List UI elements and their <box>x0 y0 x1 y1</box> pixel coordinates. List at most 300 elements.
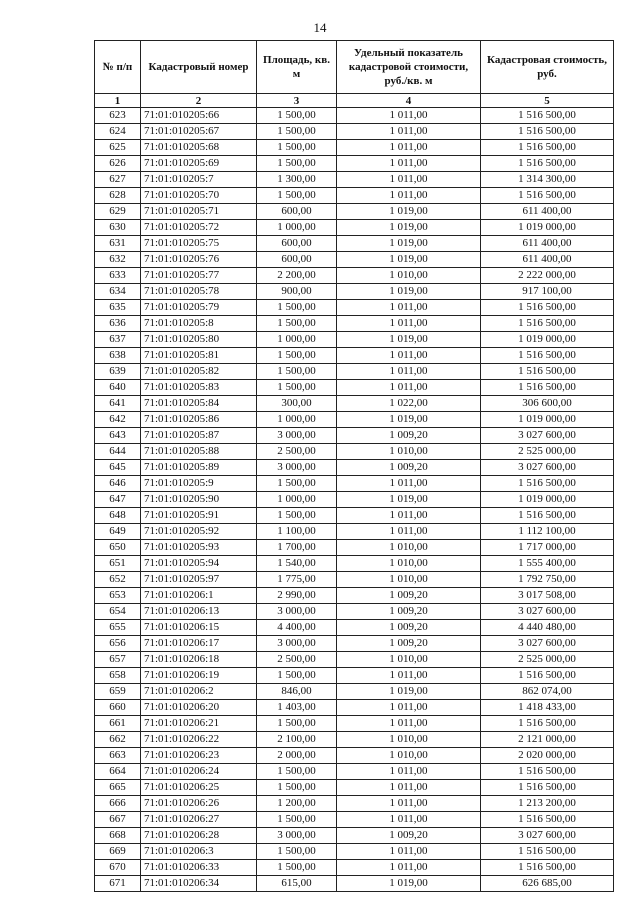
cadastral-number-cell: 71:01:010205:8 <box>141 316 257 332</box>
cadastral-number-cell: 71:01:010205:79 <box>141 300 257 316</box>
header-cadastral-number: Кадастровый номер <box>141 41 257 94</box>
specific-value-cell: 1 011,00 <box>337 316 481 332</box>
cadastral-value-cell: 306 600,00 <box>481 396 614 412</box>
area-cell: 1 500,00 <box>257 140 337 156</box>
specific-value-cell: 1 011,00 <box>337 476 481 492</box>
area-cell: 1 500,00 <box>257 764 337 780</box>
row-number-cell: 664 <box>95 764 141 780</box>
cadastral-number-cell: 71:01:010205:89 <box>141 460 257 476</box>
table-row <box>95 780 614 796</box>
specific-value-cell: 1 010,00 <box>337 732 481 748</box>
table-row <box>95 316 614 332</box>
area-cell: 1 540,00 <box>257 556 337 572</box>
specific-value-cell: 1 009,20 <box>337 428 481 444</box>
cadastral-number-cell: 71:01:010206:27 <box>141 812 257 828</box>
cadastral-value-cell: 1 314 300,00 <box>481 172 614 188</box>
cadastral-number-cell: 71:01:010206:34 <box>141 876 257 892</box>
row-number-cell: 642 <box>95 412 141 428</box>
row-number-cell: 658 <box>95 668 141 684</box>
cadastral-value-cell: 2 525 000,00 <box>481 444 614 460</box>
cadastral-value-cell: 1 516 500,00 <box>481 108 614 124</box>
area-cell: 3 000,00 <box>257 636 337 652</box>
specific-value-cell: 1 019,00 <box>337 284 481 300</box>
row-number-cell: 659 <box>95 684 141 700</box>
cadastral-number-cell: 71:01:010206:33 <box>141 860 257 876</box>
cadastral-value-cell: 1 555 400,00 <box>481 556 614 572</box>
area-cell: 1 500,00 <box>257 188 337 204</box>
table-row <box>95 300 614 316</box>
table-row <box>95 492 614 508</box>
area-cell: 1 500,00 <box>257 780 337 796</box>
area-cell: 900,00 <box>257 284 337 300</box>
area-cell: 1 500,00 <box>257 316 337 332</box>
row-number-cell: 645 <box>95 460 141 476</box>
table-row <box>95 588 614 604</box>
table-row <box>95 124 614 140</box>
specific-value-cell: 1 011,00 <box>337 172 481 188</box>
area-cell: 2 000,00 <box>257 748 337 764</box>
row-number-cell: 650 <box>95 540 141 556</box>
table-row <box>95 428 614 444</box>
header-row <box>95 41 614 94</box>
cadastral-value-cell: 1 019 000,00 <box>481 412 614 428</box>
table-body <box>95 108 614 892</box>
specific-value-cell: 1 011,00 <box>337 796 481 812</box>
table-row <box>95 636 614 652</box>
cadastral-value-cell: 1 112 100,00 <box>481 524 614 540</box>
cadastral-value-cell: 917 100,00 <box>481 284 614 300</box>
cadastral-value-cell: 1 516 500,00 <box>481 764 614 780</box>
row-number-cell: 640 <box>95 380 141 396</box>
row-number-cell: 641 <box>95 396 141 412</box>
specific-value-cell: 1 010,00 <box>337 748 481 764</box>
row-number-cell: 636 <box>95 316 141 332</box>
cadastral-value-cell: 1 516 500,00 <box>481 316 614 332</box>
table-row <box>95 460 614 476</box>
specific-value-cell: 1 010,00 <box>337 540 481 556</box>
area-cell: 600,00 <box>257 236 337 252</box>
area-cell: 1 500,00 <box>257 156 337 172</box>
cadastral-value-cell: 2 121 000,00 <box>481 732 614 748</box>
row-number-cell: 638 <box>95 348 141 364</box>
row-number-cell: 670 <box>95 860 141 876</box>
area-cell: 1 500,00 <box>257 716 337 732</box>
table-row <box>95 396 614 412</box>
specific-value-cell: 1 011,00 <box>337 348 481 364</box>
column-number: 1 <box>95 94 141 108</box>
specific-value-cell: 1 011,00 <box>337 860 481 876</box>
cadastral-number-cell: 71:01:010206:21 <box>141 716 257 732</box>
area-cell: 1 100,00 <box>257 524 337 540</box>
cadastral-number-cell: 71:01:010206:20 <box>141 700 257 716</box>
table-row <box>95 108 614 124</box>
specific-value-cell: 1 011,00 <box>337 700 481 716</box>
specific-value-cell: 1 010,00 <box>337 444 481 460</box>
cadastral-number-cell: 71:01:010206:22 <box>141 732 257 748</box>
area-cell: 3 000,00 <box>257 428 337 444</box>
header-row-number: № п/п <box>95 41 141 94</box>
area-cell: 2 500,00 <box>257 652 337 668</box>
specific-value-cell: 1 011,00 <box>337 380 481 396</box>
row-number-cell: 631 <box>95 236 141 252</box>
cadastral-value-cell: 3 027 600,00 <box>481 828 614 844</box>
specific-value-cell: 1 011,00 <box>337 716 481 732</box>
table-row <box>95 268 614 284</box>
cadastral-value-cell: 1 516 500,00 <box>481 380 614 396</box>
area-cell: 846,00 <box>257 684 337 700</box>
cadastral-number-cell: 71:01:010206:19 <box>141 668 257 684</box>
specific-value-cell: 1 019,00 <box>337 220 481 236</box>
cadastral-value-cell: 1 516 500,00 <box>481 668 614 684</box>
cadastral-value-cell: 1 516 500,00 <box>481 156 614 172</box>
specific-value-cell: 1 019,00 <box>337 332 481 348</box>
cadastral-value-cell: 1 516 500,00 <box>481 508 614 524</box>
cadastral-value-cell: 1 516 500,00 <box>481 780 614 796</box>
table-row <box>95 652 614 668</box>
cadastral-value-cell: 1 516 500,00 <box>481 716 614 732</box>
area-cell: 1 500,00 <box>257 844 337 860</box>
cadastral-value-cell: 1 516 500,00 <box>481 348 614 364</box>
row-number-cell: 624 <box>95 124 141 140</box>
cadastral-value-cell: 1 516 500,00 <box>481 860 614 876</box>
row-number-cell: 666 <box>95 796 141 812</box>
row-number-cell: 653 <box>95 588 141 604</box>
row-number-cell: 643 <box>95 428 141 444</box>
specific-value-cell: 1 019,00 <box>337 412 481 428</box>
specific-value-cell: 1 011,00 <box>337 300 481 316</box>
cadastral-number-cell: 71:01:010205:80 <box>141 332 257 348</box>
cadastral-number-cell: 71:01:010206:25 <box>141 780 257 796</box>
cadastral-value-cell: 1 516 500,00 <box>481 812 614 828</box>
specific-value-cell: 1 010,00 <box>337 556 481 572</box>
area-cell: 600,00 <box>257 204 337 220</box>
cadastral-value-cell: 3 027 600,00 <box>481 636 614 652</box>
specific-value-cell: 1 009,20 <box>337 460 481 476</box>
row-number-cell: 630 <box>95 220 141 236</box>
cadastral-value-cell: 1 516 500,00 <box>481 844 614 860</box>
column-number: 2 <box>141 94 257 108</box>
table-row <box>95 556 614 572</box>
area-cell: 1 700,00 <box>257 540 337 556</box>
row-number-cell: 632 <box>95 252 141 268</box>
cadastral-number-cell: 71:01:010206:26 <box>141 796 257 812</box>
table-row <box>95 508 614 524</box>
cadastral-value-cell: 1 516 500,00 <box>481 124 614 140</box>
column-number: 3 <box>257 94 337 108</box>
cadastral-number-cell: 71:01:010206:3 <box>141 844 257 860</box>
row-number-cell: 627 <box>95 172 141 188</box>
area-cell: 2 100,00 <box>257 732 337 748</box>
table-row <box>95 828 614 844</box>
cadastral-value-cell: 1 516 500,00 <box>481 140 614 156</box>
cadastral-value-cell: 1 213 200,00 <box>481 796 614 812</box>
specific-value-cell: 1 010,00 <box>337 572 481 588</box>
row-number-cell: 649 <box>95 524 141 540</box>
table-row <box>95 716 614 732</box>
cadastral-value-cell: 3 017 508,00 <box>481 588 614 604</box>
table-row <box>95 188 614 204</box>
column-number: 4 <box>337 94 481 108</box>
area-cell: 1 500,00 <box>257 380 337 396</box>
specific-value-cell: 1 019,00 <box>337 204 481 220</box>
specific-value-cell: 1 011,00 <box>337 140 481 156</box>
area-cell: 1 200,00 <box>257 796 337 812</box>
table-row <box>95 700 614 716</box>
cadastral-number-cell: 71:01:010205:97 <box>141 572 257 588</box>
specific-value-cell: 1 019,00 <box>337 252 481 268</box>
cadastral-value-cell: 1 717 000,00 <box>481 540 614 556</box>
cadastral-number-cell: 71:01:010205:76 <box>141 252 257 268</box>
cadastral-number-cell: 71:01:010206:1 <box>141 588 257 604</box>
cadastral-value-cell: 862 074,00 <box>481 684 614 700</box>
area-cell: 1 500,00 <box>257 300 337 316</box>
cadastral-number-cell: 71:01:010205:66 <box>141 108 257 124</box>
area-cell: 1 500,00 <box>257 508 337 524</box>
table-row <box>95 844 614 860</box>
specific-value-cell: 1 011,00 <box>337 124 481 140</box>
row-number-cell: 656 <box>95 636 141 652</box>
cadastral-value-cell: 2 020 000,00 <box>481 748 614 764</box>
cadastral-number-cell: 71:01:010205:77 <box>141 268 257 284</box>
cadastral-value-cell: 1 418 433,00 <box>481 700 614 716</box>
area-cell: 1 500,00 <box>257 124 337 140</box>
table-row <box>95 748 614 764</box>
cadastral-number-cell: 71:01:010205:68 <box>141 140 257 156</box>
specific-value-cell: 1 011,00 <box>337 156 481 172</box>
table-row <box>95 284 614 300</box>
table-row <box>95 572 614 588</box>
table-row <box>95 668 614 684</box>
cadastral-value-cell: 2 222 000,00 <box>481 268 614 284</box>
area-cell: 1 775,00 <box>257 572 337 588</box>
table-row <box>95 876 614 892</box>
row-number-cell: 668 <box>95 828 141 844</box>
cadastral-value-cell: 1 019 000,00 <box>481 220 614 236</box>
cadastral-number-cell: 71:01:010205:88 <box>141 444 257 460</box>
cadastral-value-cell: 3 027 600,00 <box>481 428 614 444</box>
cadastral-number-cell: 71:01:010205:67 <box>141 124 257 140</box>
cadastral-number-cell: 71:01:010206:13 <box>141 604 257 620</box>
row-number-cell: 655 <box>95 620 141 636</box>
cadastral-value-cell: 1 019 000,00 <box>481 332 614 348</box>
area-cell: 2 990,00 <box>257 588 337 604</box>
area-cell: 1 500,00 <box>257 668 337 684</box>
cadastral-table <box>94 40 614 892</box>
specific-value-cell: 1 011,00 <box>337 668 481 684</box>
row-number-cell: 654 <box>95 604 141 620</box>
row-number-cell: 637 <box>95 332 141 348</box>
specific-value-cell: 1 010,00 <box>337 652 481 668</box>
area-cell: 3 000,00 <box>257 828 337 844</box>
table-row <box>95 204 614 220</box>
cadastral-number-cell: 71:01:010205:75 <box>141 236 257 252</box>
area-cell: 615,00 <box>257 876 337 892</box>
cadastral-number-cell: 71:01:010205:87 <box>141 428 257 444</box>
area-cell: 4 400,00 <box>257 620 337 636</box>
table-row <box>95 860 614 876</box>
cadastral-number-cell: 71:01:010205:94 <box>141 556 257 572</box>
area-cell: 1 300,00 <box>257 172 337 188</box>
header-specific-value: Удельный показатель кадастровой стоимости, руб./кв. м <box>337 41 481 94</box>
cadastral-number-cell: 71:01:010206:17 <box>141 636 257 652</box>
table-row <box>95 796 614 812</box>
row-number-cell: 625 <box>95 140 141 156</box>
table-row <box>95 172 614 188</box>
cadastral-number-cell: 71:01:010205:69 <box>141 156 257 172</box>
specific-value-cell: 1 011,00 <box>337 844 481 860</box>
cadastral-value-cell: 1 516 500,00 <box>481 188 614 204</box>
specific-value-cell: 1 011,00 <box>337 508 481 524</box>
cadastral-number-cell: 71:01:010205:72 <box>141 220 257 236</box>
cadastral-number-cell: 71:01:010206:23 <box>141 748 257 764</box>
cadastral-value-cell: 1 516 500,00 <box>481 476 614 492</box>
row-number-cell: 623 <box>95 108 141 124</box>
area-cell: 1 500,00 <box>257 364 337 380</box>
cadastral-number-cell: 71:01:010205:82 <box>141 364 257 380</box>
row-number-cell: 669 <box>95 844 141 860</box>
area-cell: 1 403,00 <box>257 700 337 716</box>
cadastral-number-cell: 71:01:010205:7 <box>141 172 257 188</box>
cadastral-value-cell: 3 027 600,00 <box>481 604 614 620</box>
table-row <box>95 620 614 636</box>
specific-value-cell: 1 009,20 <box>337 604 481 620</box>
table-row <box>95 812 614 828</box>
cadastral-number-cell: 71:01:010206:24 <box>141 764 257 780</box>
cadastral-number-cell: 71:01:010205:71 <box>141 204 257 220</box>
row-number-cell: 648 <box>95 508 141 524</box>
cadastral-number-cell: 71:01:010205:81 <box>141 348 257 364</box>
table-row <box>95 252 614 268</box>
cadastral-value-cell: 1 516 500,00 <box>481 300 614 316</box>
row-number-cell: 671 <box>95 876 141 892</box>
table-row <box>95 732 614 748</box>
column-number: 5 <box>481 94 614 108</box>
table-row <box>95 156 614 172</box>
cadastral-value-cell: 1 792 750,00 <box>481 572 614 588</box>
cadastral-number-cell: 71:01:010206:18 <box>141 652 257 668</box>
specific-value-cell: 1 011,00 <box>337 188 481 204</box>
row-number-cell: 644 <box>95 444 141 460</box>
table-row <box>95 604 614 620</box>
cadastral-number-cell: 71:01:010206:28 <box>141 828 257 844</box>
specific-value-cell: 1 011,00 <box>337 764 481 780</box>
area-cell: 1 000,00 <box>257 220 337 236</box>
table-row <box>95 236 614 252</box>
specific-value-cell: 1 011,00 <box>337 364 481 380</box>
specific-value-cell: 1 011,00 <box>337 812 481 828</box>
table-row <box>95 220 614 236</box>
row-number-cell: 628 <box>95 188 141 204</box>
area-cell: 1 500,00 <box>257 812 337 828</box>
area-cell: 1 000,00 <box>257 492 337 508</box>
table-row <box>95 524 614 540</box>
cadastral-number-cell: 71:01:010205:93 <box>141 540 257 556</box>
row-number-cell: 665 <box>95 780 141 796</box>
row-number-cell: 660 <box>95 700 141 716</box>
specific-value-cell: 1 011,00 <box>337 524 481 540</box>
specific-value-cell: 1 022,00 <box>337 396 481 412</box>
area-cell: 2 200,00 <box>257 268 337 284</box>
cadastral-value-cell: 611 400,00 <box>481 252 614 268</box>
row-number-cell: 634 <box>95 284 141 300</box>
cadastral-value-cell: 4 440 480,00 <box>481 620 614 636</box>
cadastral-number-cell: 71:01:010205:9 <box>141 476 257 492</box>
row-number-cell: 667 <box>95 812 141 828</box>
row-number-cell: 657 <box>95 652 141 668</box>
row-number-cell: 626 <box>95 156 141 172</box>
specific-value-cell: 1 009,20 <box>337 828 481 844</box>
area-cell: 3 000,00 <box>257 460 337 476</box>
table-row <box>95 764 614 780</box>
cadastral-number-cell: 71:01:010206:2 <box>141 684 257 700</box>
table-row <box>95 380 614 396</box>
cadastral-value-cell: 626 685,00 <box>481 876 614 892</box>
table-row <box>95 348 614 364</box>
row-number-cell: 661 <box>95 716 141 732</box>
row-number-cell: 647 <box>95 492 141 508</box>
table-row <box>95 476 614 492</box>
column-number-row <box>95 94 614 108</box>
specific-value-cell: 1 011,00 <box>337 108 481 124</box>
cadastral-value-cell: 1 019 000,00 <box>481 492 614 508</box>
table-row <box>95 412 614 428</box>
cadastral-number-cell: 71:01:010206:15 <box>141 620 257 636</box>
cadastral-number-cell: 71:01:010205:83 <box>141 380 257 396</box>
specific-value-cell: 1 010,00 <box>337 268 481 284</box>
cadastral-number-cell: 71:01:010205:92 <box>141 524 257 540</box>
specific-value-cell: 1 019,00 <box>337 236 481 252</box>
cadastral-number-cell: 71:01:010205:78 <box>141 284 257 300</box>
specific-value-cell: 1 019,00 <box>337 876 481 892</box>
table-row <box>95 444 614 460</box>
table-row <box>95 364 614 380</box>
area-cell: 1 500,00 <box>257 108 337 124</box>
row-number-cell: 629 <box>95 204 141 220</box>
specific-value-cell: 1 019,00 <box>337 492 481 508</box>
row-number-cell: 646 <box>95 476 141 492</box>
area-cell: 600,00 <box>257 252 337 268</box>
cadastral-value-cell: 3 027 600,00 <box>481 460 614 476</box>
cadastral-number-cell: 71:01:010205:90 <box>141 492 257 508</box>
cadastral-value-cell: 611 400,00 <box>481 204 614 220</box>
cadastral-value-cell: 1 516 500,00 <box>481 364 614 380</box>
area-cell: 2 500,00 <box>257 444 337 460</box>
row-number-cell: 663 <box>95 748 141 764</box>
row-number-cell: 635 <box>95 300 141 316</box>
area-cell: 1 500,00 <box>257 860 337 876</box>
area-cell: 1 000,00 <box>257 332 337 348</box>
specific-value-cell: 1 009,20 <box>337 636 481 652</box>
cadastral-number-cell: 71:01:010205:91 <box>141 508 257 524</box>
row-number-cell: 652 <box>95 572 141 588</box>
specific-value-cell: 1 009,20 <box>337 620 481 636</box>
page-number: 14 <box>313 20 327 35</box>
table-row <box>95 684 614 700</box>
area-cell: 1 000,00 <box>257 412 337 428</box>
row-number-cell: 639 <box>95 364 141 380</box>
area-cell: 1 500,00 <box>257 348 337 364</box>
header-cadastral-value: Кадастровая стоимость, руб. <box>481 41 614 94</box>
specific-value-cell: 1 009,20 <box>337 588 481 604</box>
row-number-cell: 633 <box>95 268 141 284</box>
header-area: Площадь, кв. м <box>257 41 337 94</box>
row-number-cell: 651 <box>95 556 141 572</box>
table-row <box>95 540 614 556</box>
table-row <box>95 332 614 348</box>
cadastral-number-cell: 71:01:010205:70 <box>141 188 257 204</box>
cadastral-number-cell: 71:01:010205:84 <box>141 396 257 412</box>
area-cell: 1 500,00 <box>257 476 337 492</box>
